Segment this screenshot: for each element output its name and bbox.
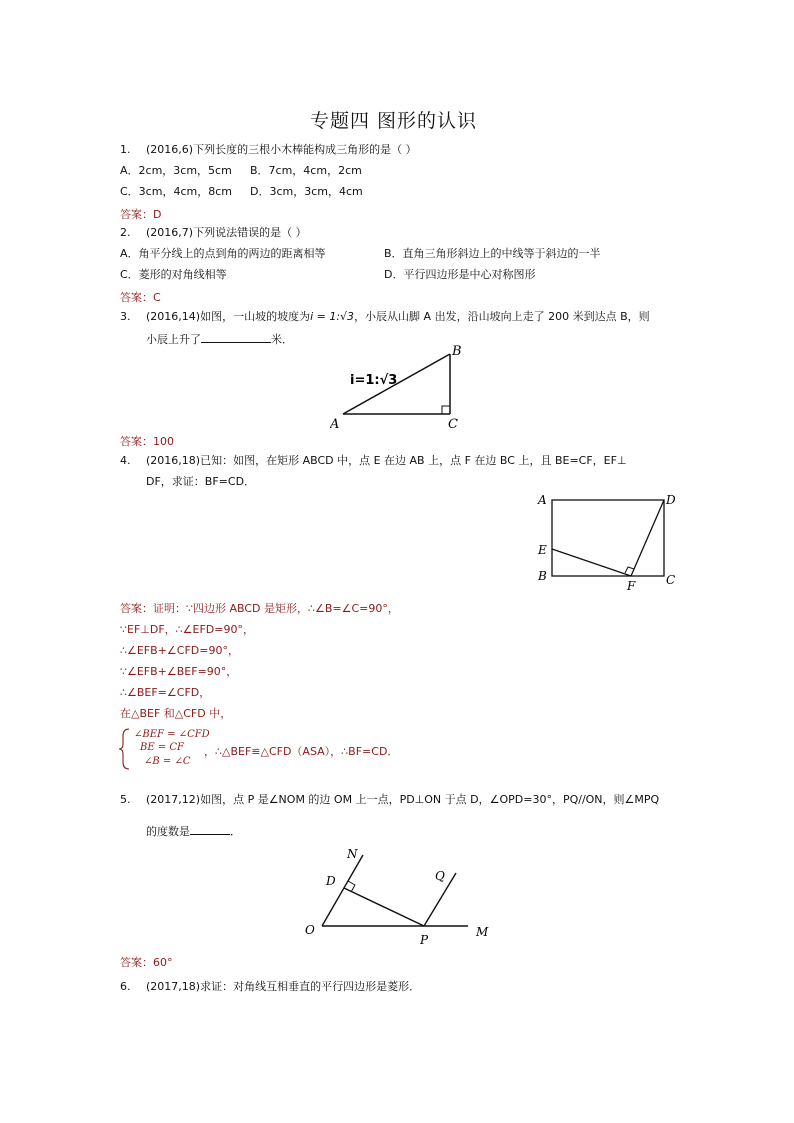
- q4-proof-line-4: ∵∠EFB+∠BEF=90°，: [120, 665, 238, 678]
- question-3-text-d: 米．: [271, 333, 293, 346]
- angle-point-d: D: [326, 874, 336, 888]
- question-2-number: 2.: [120, 226, 131, 239]
- question-3-line-2: [146, 331, 293, 347]
- question-3-text-b: ，小辰从山脚 A 出发，沿山坡向上走了 200 米到达点 B，则: [354, 310, 650, 323]
- angle-point-n: N: [347, 847, 358, 861]
- page-title: 专题四 图形的认识: [310, 110, 478, 132]
- q4-proof-line-1: 答案：证明：∵四边形 ABCD 是矩形，∴∠B=∠C=90°，: [120, 602, 399, 615]
- slope-triangle-figure: [330, 342, 475, 432]
- point-a-label: A: [330, 417, 340, 432]
- angle-figure: [300, 842, 495, 948]
- point-c-label: C: [448, 417, 458, 432]
- congruence-condition-2: BE = CF: [140, 742, 184, 753]
- q2-option-d: D．平行四边形是中心对称图形: [384, 268, 536, 281]
- angle-point-m: M: [476, 925, 489, 939]
- point-b-label: B: [452, 344, 462, 359]
- question-5-number: 5.: [120, 793, 131, 806]
- q1-option-a: A．2cm，3cm，5cm: [120, 164, 232, 177]
- question-5-text-b: ．: [230, 825, 241, 838]
- rect-point-b: B: [538, 569, 547, 583]
- rect-point-f: F: [627, 579, 636, 593]
- q2-option-a: A．角平分线上的点到角的两边的距离相等: [120, 247, 326, 260]
- slope-label: i=1:√3: [350, 373, 398, 388]
- question-5-line-1: [120, 793, 659, 807]
- q5-answer: 答案：60°: [120, 956, 173, 969]
- angle-point-q: Q: [435, 869, 445, 883]
- q2-option-c: C．菱形的对角线相等: [120, 268, 227, 281]
- rect-point-e: E: [538, 543, 547, 557]
- rect-point-a: A: [538, 493, 547, 507]
- q4-proof-line-3: ∴∠EFB+∠CFD=90°，: [120, 644, 239, 657]
- congruence-condition-3: ∠B = ∠C: [144, 756, 191, 767]
- question-3-text-a: (2016,14)如图，一山坡的坡度为: [146, 310, 311, 323]
- q3-answer: 答案：100: [120, 435, 174, 448]
- question-5-text-a: 的度数是: [146, 825, 190, 838]
- q2-answer: 答案：C: [120, 291, 161, 304]
- q1-option-b: B．7cm，4cm，2cm: [250, 164, 362, 177]
- congruence-condition-1: ∠BEF = ∠CFD: [134, 729, 210, 740]
- question-1: [120, 143, 417, 157]
- q4-conclusion: ，∴△BEF≌△CFD（ASA），∴BF=CD．: [204, 745, 399, 758]
- rect-point-c: C: [666, 573, 676, 587]
- rect-point-d: D: [666, 493, 676, 507]
- q4-proof-line-6: 在△BEF 和△CFD 中，: [120, 707, 232, 720]
- q4-proof-line-5: ∴∠BEF=∠CFD，: [120, 686, 211, 699]
- question-6-text: (2017,18)求证：对角线互相垂直的平行四边形是菱形．: [146, 980, 421, 993]
- question-2: [120, 226, 307, 240]
- left-brace: [118, 727, 132, 771]
- q4-proof-line-2: ∵EF⊥DF，∴∠EFD=90°，: [120, 623, 254, 636]
- question-3-number: 3.: [120, 310, 131, 323]
- question-1-number: 1.: [120, 143, 131, 156]
- question-5-line-2: [146, 823, 241, 839]
- question-4-text: (2016,18)已知：如图，在矩形 ABCD 中，点 E 在边 AB 上，点 F 在边 BC 上，且 BE=CF，EF⊥: [146, 454, 627, 467]
- question-6-number: 6.: [120, 980, 131, 993]
- question-1-text: (2016,6)下列长度的三根小木棒能构成三角形的是（ ）: [146, 143, 417, 156]
- angle-point-p: P: [420, 933, 429, 947]
- question-3-line-1: [120, 310, 650, 324]
- question-4-number: 4.: [120, 454, 131, 467]
- q1-option-d: D．3cm，3cm，4cm: [250, 185, 363, 198]
- question-4-line-2: DF，求证：BF=CD．: [146, 475, 256, 488]
- question-3-blank: [201, 331, 271, 343]
- question-5-text: (2017,12)如图，点 P 是∠NOM 的边 OM 上一点，PD⊥ON 于点 D，∠OPD=30°，PQ//ON，则∠MPQ: [146, 793, 660, 806]
- question-5-blank: [190, 823, 230, 835]
- question-6: [120, 980, 420, 994]
- question-3-slope: i = 1:√3: [310, 310, 355, 323]
- question-3-text-c: 小辰上升了: [146, 333, 201, 346]
- question-4-line-1: [120, 454, 627, 468]
- rectangle-figure: [534, 490, 678, 594]
- q1-answer: 答案：D: [120, 208, 162, 221]
- q2-option-b: B．直角三角形斜边上的中线等于斜边的一半: [384, 247, 601, 260]
- question-2-text: (2016,7)下列说法错误的是（ ）: [146, 226, 307, 239]
- angle-point-o: O: [305, 923, 315, 937]
- q1-option-c: C．3cm，4cm，8cm: [120, 185, 232, 198]
